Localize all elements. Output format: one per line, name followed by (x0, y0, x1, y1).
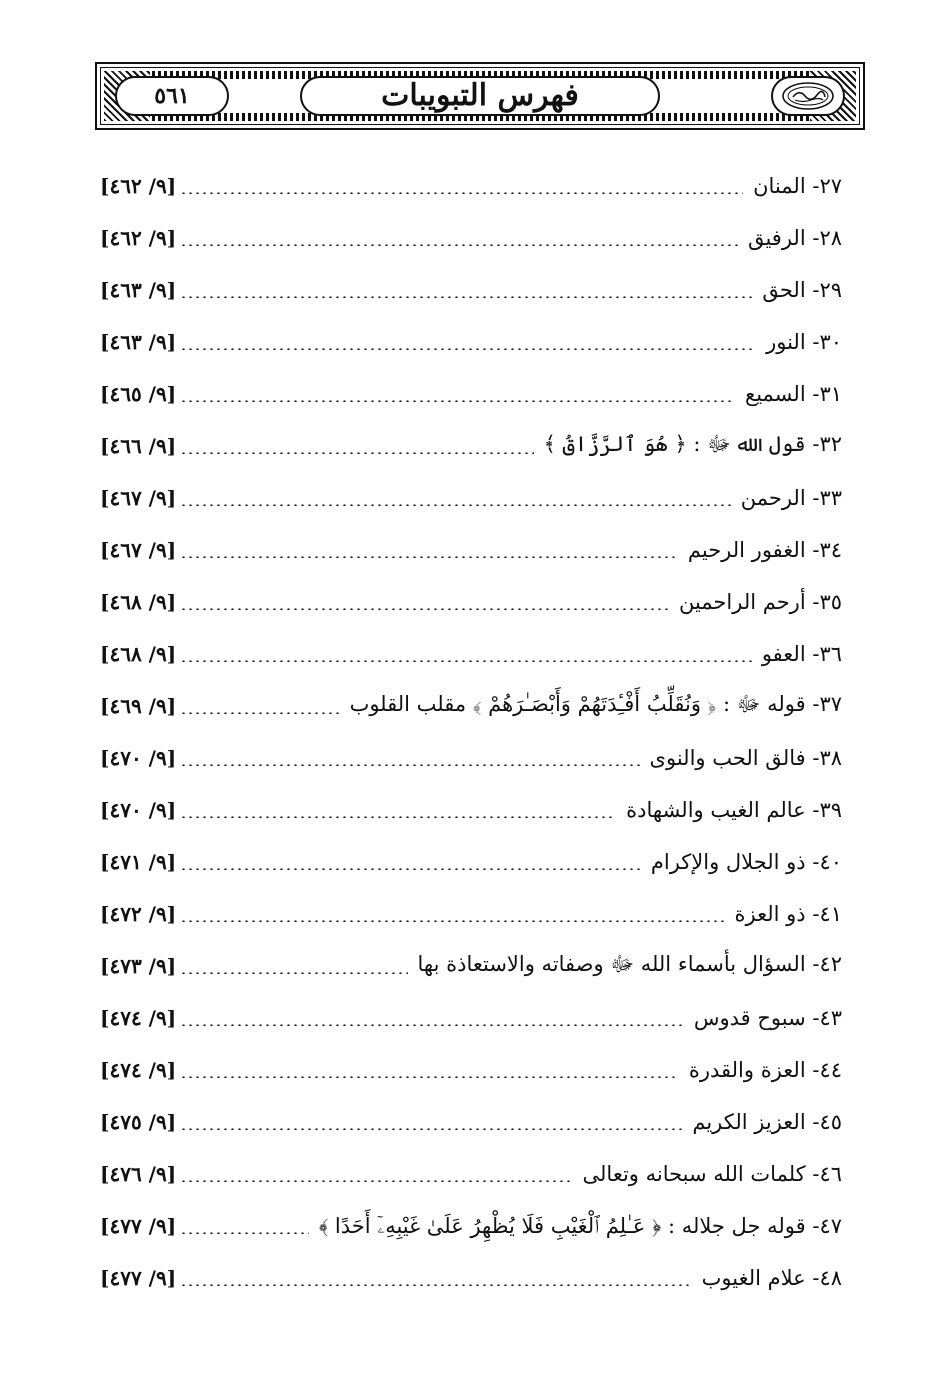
dot-leader (180, 608, 669, 610)
entry-title: ٤٧- قوله جل جلاله : ﴿ عَـٰلِمُ ٱلْغَيْبِ فَلَا يُظْهِرُ عَلَىٰ غَيْبِهِۦٓ أَحَدًا ﴾ (318, 1213, 842, 1238)
entry-title: ٤٠- ذو الجلال والإكرام (650, 850, 842, 874)
dot-leader (180, 868, 641, 870)
entry-ref: [٩/ ٤٧٦] (100, 1162, 177, 1186)
dot-leader (180, 1076, 679, 1078)
entry-ref: [٩/ ٤٦٢] (100, 174, 177, 198)
entry-title: ٤٥- العزيز الكريم (692, 1110, 842, 1134)
entry-title: ٣٧- قوله ﷻ : ﴿ وَنُقَلِّبُ أَفْـِٔدَتَهُمْ وَأَبْصَـٰرَهُمْ ﴾ مقلب القلوب (349, 691, 842, 716)
entry-ref: [٩/ ٤٧٧] (100, 1266, 177, 1290)
entry-ref: [٩/ ٤٦٨] (100, 590, 177, 614)
entry-title: ٣١- السميع (745, 382, 842, 406)
dot-leader (180, 296, 752, 298)
toc-entry-39[interactable] (100, 790, 842, 830)
dot-leader (180, 192, 743, 194)
dot-leader (180, 452, 533, 454)
toc-entry-46[interactable] (100, 1154, 842, 1194)
entry-ref: [٩/ ٤٦٧] (100, 538, 177, 562)
toc-entry-33[interactable] (100, 478, 842, 518)
entry-ref: [٩/ ٤٧٠] (100, 746, 177, 770)
entry-title: ٢٩- الحق (762, 278, 842, 302)
toc-entry-31[interactable] (100, 374, 842, 414)
entry-ref: [٩/ ٤٧٥] (100, 1110, 177, 1134)
entry-ref: [٩/ ٤٦٢] (100, 226, 177, 250)
page-number-box (115, 76, 229, 116)
entry-ref: [٩/ ٤٧٣] (100, 954, 177, 978)
toc-entry-41[interactable] (100, 894, 842, 934)
entry-ref: [٩/ ٤٧٤] (100, 1058, 177, 1082)
entry-title: ٣٠- النور (766, 330, 842, 354)
toc-entry-35[interactable] (100, 582, 842, 622)
dot-leader (180, 816, 616, 818)
dot-leader (180, 920, 724, 922)
dot-leader (180, 244, 738, 246)
entry-ref: [٩/ ٤٧٢] (100, 902, 177, 926)
entry-ref: [٩/ ٤٧١] (100, 850, 177, 874)
dot-leader (180, 1128, 682, 1130)
entry-title: ٣٨- فالق الحب والنوى (649, 746, 842, 770)
toc-entry-36[interactable] (100, 634, 842, 674)
entry-ref: [٩/ ٤٦٧] (100, 486, 177, 510)
entry-ref: [٩/ ٤٧٠] (100, 798, 177, 822)
toc-entry-42[interactable] (100, 946, 842, 986)
entry-ref: [٩/ ٤٦٨] (100, 642, 177, 666)
dot-leader (180, 660, 752, 662)
toc-entry-48[interactable] (100, 1258, 842, 1298)
toc-entry-34[interactable] (100, 530, 842, 570)
dot-leader (180, 972, 407, 974)
entry-ref: [٩/ ٤٦٦] (100, 434, 177, 458)
toc-entry-47[interactable] (100, 1206, 842, 1246)
toc-entry-38[interactable] (100, 738, 842, 778)
header-title-box (300, 76, 660, 116)
toc-entry-40[interactable] (100, 842, 842, 882)
toc-entry-32[interactable] (100, 426, 842, 466)
toc-entry-37[interactable] (100, 686, 842, 726)
dot-leader (180, 1232, 309, 1234)
entry-title: ٣٩- عالم الغيب والشهادة (626, 798, 842, 822)
toc-entry-44[interactable] (100, 1050, 842, 1090)
entry-title: ٢٧- المنان (753, 174, 842, 198)
book-seal (771, 76, 845, 116)
page-title: فهرس التبويبات (381, 78, 579, 113)
entry-title: ٤٦- كلمات الله سبحانه وتعالى (582, 1162, 842, 1186)
toc-entry-28[interactable] (100, 218, 842, 258)
dot-leader (180, 1024, 684, 1026)
toc-entry-29[interactable] (100, 270, 842, 310)
entry-ref: [٩/ ٤٦٥] (100, 382, 177, 406)
page-header (95, 62, 865, 130)
dot-leader (180, 1180, 572, 1182)
entry-title: ٤٢- السؤال بأسماء الله ﷻ وصفاته والاستعاذة بها (417, 951, 842, 976)
entry-title: ٤٣- سبوح قدوس (693, 1006, 842, 1030)
entry-title: ٤٤- العزة والقدرة (688, 1058, 842, 1082)
dot-leader (180, 712, 339, 714)
entry-title: ٤٨- علام الغيوب (701, 1266, 842, 1290)
entry-title: ٣٢- قول الله ﷻ : ﴿ هُوَ ٱلرَّزَّاقُ ﴾ (543, 431, 842, 456)
toc-entry-43[interactable] (100, 998, 842, 1038)
dot-leader (180, 1284, 691, 1286)
page-number: ٥٦١ (154, 83, 190, 109)
entry-ref: [٩/ ٤٦٩] (100, 694, 177, 718)
entry-title: ٣٥- أرحم الراحمين (678, 590, 842, 614)
entry-ref: [٩/ ٤٦٣] (100, 278, 177, 302)
dot-leader (180, 504, 731, 506)
entry-ref: [٩/ ٤٧٤] (100, 1006, 177, 1030)
toc-entry-45[interactable] (100, 1102, 842, 1142)
dot-leader (180, 764, 639, 766)
entry-title: ٣٤- الغفور الرحيم (687, 538, 842, 562)
toc-entry-30[interactable] (100, 322, 842, 362)
seal-emblem-icon (781, 81, 835, 111)
entry-title: ٣٣- الرحمن (740, 486, 842, 510)
dot-leader (180, 400, 735, 402)
entry-title: ٣٦- العفو (761, 642, 842, 666)
entry-ref: [٩/ ٤٦٣] (100, 330, 177, 354)
toc-entry-27[interactable] (100, 166, 842, 206)
entry-ref: [٩/ ٤٧٧] (100, 1214, 177, 1238)
dot-leader (180, 556, 678, 558)
entry-title: ٢٨- الرفيق (747, 226, 842, 250)
entry-title: ٤١- ذو العزة (734, 902, 842, 926)
dot-leader (180, 348, 756, 350)
